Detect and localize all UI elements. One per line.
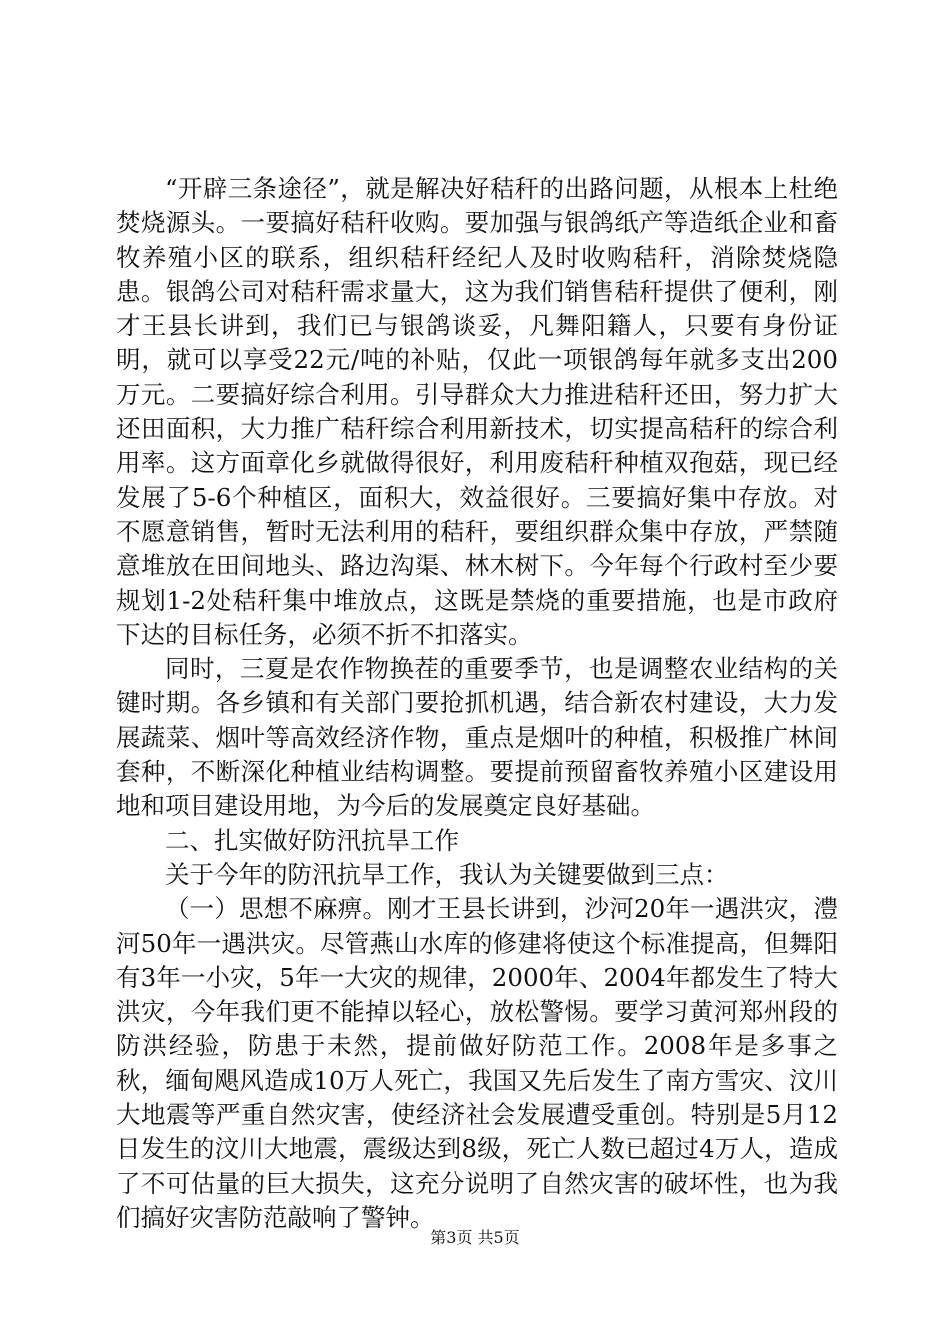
- page-footer: 第3页 共5页: [430, 1228, 520, 1247]
- paragraph-flood-intro: 关于今年的防汛抗旱工作，我认为关键要做到三点：: [165, 859, 729, 889]
- paragraph-straw-pathways: “开辟三条途径”，就是解决好秸秆的出路问题，从根本上杜绝焚烧源头。一要搞好秸秆收购。要加强与银鸽纸产等造纸企业和畜牧养殖小区的联系，组织秸秆经纪人及时收购秸秆，消除焚烧隐患。银鸽公司对秸秆需求量大，这为我们销售秸秆提供了便利，刚才王县长讲到，我们已与银鸽谈妥，凡舞阳籍人，只要有身份证明，就可以享受22元/吨的补贴，仅此一项银鸽每年就多支出200万元。二要搞好综合利用。引导群众大力推进秸秆还田，努力扩大还田面积，大力推广秸秆综合利用新技术，切实提高秸秆的综合利用率。这方面章化乡就做得很好，利用废秸秆种植双孢菇，现已经发展了5-6个种植区，面积大，效益很好。三要搞好集中存放。对不愿意销售，暂时无法利用的秸秆，要组织群众集中存放，严禁随意堆放在田间地头、路边沟渠、林木树下。今年每个行政村至少要规划1-2处秸秆集中堆放点，这既是禁烧的重要措施，也是市政府下达的目标任务，必须不折不扣落实。: [116, 174, 838, 649]
- section-heading-flood-drought: 二、扎实做好防汛抗旱工作: [165, 825, 459, 855]
- paragraph-point-one: （一）思想不麻痹。刚才王县长讲到，沙河20年一遇洪灾，澧河50年一遇洪灾。尽管燕山水库的修建将使这个标准提高，但舞阳有3年一小灾，5年一大灾的规律，2000年、2004年都发生了特大洪灾，今年我们更不能掉以轻心，放松警惕。要学习黄河郑州段的防洪经验，防患于未然，提前做好防范工作。2008年是多事之秋，缅甸飓风造成10万人死亡，我国又先后发生了南方雪灾、汶川大地震等严重自然灾害，使经济社会发展遭受重创。特别是5月12日发生的汶川大地震，震级达到8级，死亡人数已超过4万人，造成了不可估量的巨大损失，这充分说明了自然灾害的破坏性，也为我们搞好灾害防范敲响了警钟。: [116, 894, 838, 1232]
- document-body: [116, 172, 838, 1235]
- paragraph-crop-structure: 同时，三夏是农作物换茬的重要季节，也是调整农业结构的关键时期。各乡镇和有关部门要抢抓机遇，结合新农村建设，大力发展蔬菜、烟叶等高效经济作物，重点是烟叶的种植，积极推广林间套种，不断深化种植业结构调整。要提前预留畜牧养殖小区建设用地和项目建设用地，为今后的发展奠定良好基础。: [116, 654, 838, 821]
